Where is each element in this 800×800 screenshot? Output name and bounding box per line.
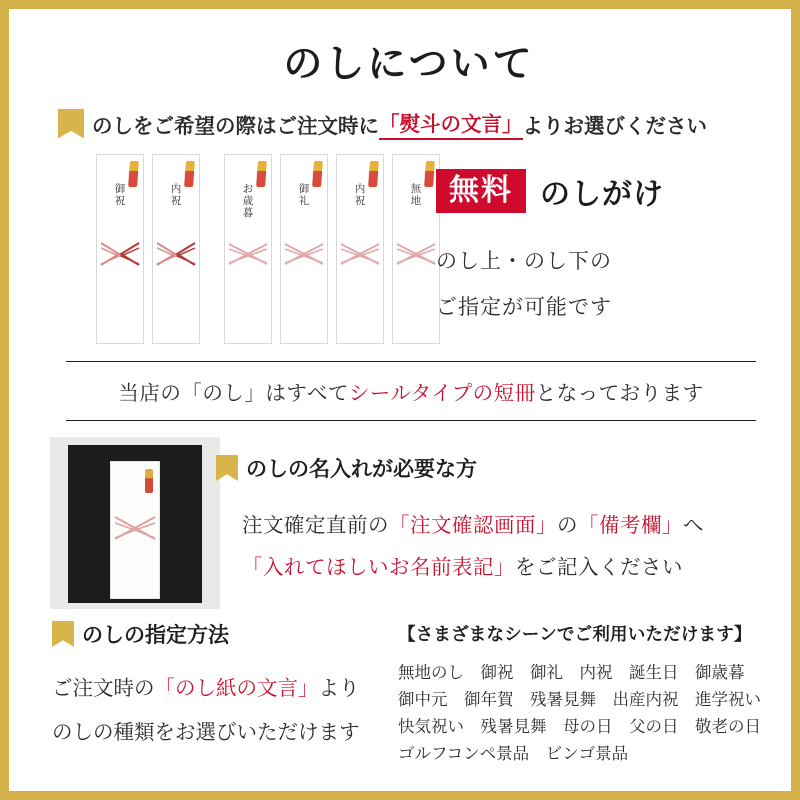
noshi-sample bbox=[280, 154, 328, 344]
howto-heading: のしの指定方法 bbox=[82, 624, 229, 647]
name-entry-body bbox=[242, 505, 756, 589]
howto-line1 bbox=[52, 667, 412, 711]
name-entry-line1 bbox=[242, 505, 756, 547]
flag-bullet-icon bbox=[216, 455, 238, 481]
name-entry-line2-after: をご記入ください bbox=[515, 556, 683, 579]
noshi-sample bbox=[224, 154, 272, 344]
scenes-heading: 【さまざまなシーンでご利用いただけます】 bbox=[398, 624, 752, 644]
free-description-line2: ご指定が可能です bbox=[436, 296, 612, 319]
noshi-photo bbox=[50, 437, 220, 609]
noshi-sample-label: お 歳 暮 bbox=[242, 183, 254, 219]
mizuhiki-bow-icon bbox=[227, 239, 269, 269]
howto-heading-row bbox=[52, 619, 412, 649]
noshi-sample bbox=[392, 154, 440, 344]
seal-type-band bbox=[66, 361, 756, 421]
noshi-sample-label: 内 祝 bbox=[170, 183, 182, 207]
flag-bullet-icon bbox=[52, 621, 74, 647]
lead-text-highlight: 「熨斗の文言」 bbox=[379, 107, 523, 140]
mizuhiki-bow-icon bbox=[395, 239, 437, 269]
free-description-line1: のし上・のし下の bbox=[436, 250, 612, 273]
noshi-sample bbox=[96, 154, 144, 344]
flag-bullet-icon bbox=[58, 109, 84, 139]
noshi-sample bbox=[336, 154, 384, 344]
howto-line1-red: 「のし紙の文言」 bbox=[154, 677, 319, 700]
name-entry-heading: のしの名入れが必要な方 bbox=[246, 458, 477, 481]
free-noshigake-row bbox=[436, 169, 664, 213]
noshi-ornament-icon bbox=[145, 469, 153, 493]
name-entry-line1-red2: 「備考欄」 bbox=[578, 514, 683, 537]
howto-body bbox=[52, 667, 412, 755]
seal-type-after: となっております bbox=[535, 382, 704, 405]
noshi-sample-group bbox=[96, 154, 448, 344]
noshi-photo-background bbox=[68, 445, 202, 603]
howto-section bbox=[52, 619, 412, 755]
name-entry-line2-red: 「入れてほしいお名前表記」 bbox=[242, 556, 515, 579]
free-noshigake-block bbox=[436, 169, 664, 331]
page-title: のしについて bbox=[283, 43, 535, 86]
scenes-row: 無地のし 御祝 御礼 内祝 誕生日 御歳暮 bbox=[398, 664, 745, 682]
scenes-section bbox=[398, 621, 778, 768]
noshi-photo-strip bbox=[110, 461, 160, 599]
name-entry-line2 bbox=[242, 547, 756, 589]
seal-type-highlight: シールタイプの短冊 bbox=[348, 382, 536, 405]
noshi-sample-label: 御 祝 bbox=[114, 183, 126, 207]
howto-line1-before: ご注文時の bbox=[52, 677, 155, 700]
name-entry-line1-mid: の bbox=[557, 514, 578, 537]
scenes-row: ゴルフコンペ景品 ビンゴ景品 bbox=[398, 745, 629, 763]
mizuhiki-bow-icon bbox=[99, 239, 141, 269]
name-entry-line1-after: へ bbox=[683, 514, 704, 537]
seal-type-text bbox=[118, 376, 703, 406]
howto-line2: のしの種類をお選びいただけます bbox=[52, 721, 360, 744]
scenes-row: 快気祝い 残暑見舞 母の日 父の日 敬老の日 bbox=[398, 718, 761, 736]
lead-line bbox=[58, 107, 800, 140]
lead-text-before: のしをご希望の際はご注文時に bbox=[92, 114, 379, 138]
page-inner bbox=[18, 9, 800, 791]
name-entry-heading-row bbox=[216, 453, 756, 483]
name-entry-line1-before: 注文確定直前の bbox=[242, 514, 389, 537]
lead-text-after: よりお選びください bbox=[522, 114, 707, 138]
scenes-row: 御中元 御年賀 残暑見舞 出産内祝 進学祝い bbox=[398, 691, 761, 709]
howto-line1-after: より bbox=[318, 677, 360, 700]
mizuhiki-bow-icon bbox=[283, 239, 325, 269]
noshi-sample bbox=[152, 154, 200, 344]
scenes-list bbox=[398, 660, 778, 768]
free-badge: 無料 bbox=[436, 169, 526, 213]
mizuhiki-bow-icon bbox=[339, 239, 381, 269]
seal-type-before: 当店の「のし」はすべて bbox=[118, 382, 349, 405]
name-entry-line1-red1: 「注文確認画面」 bbox=[389, 514, 557, 537]
mizuhiki-bow-icon bbox=[155, 239, 197, 269]
name-entry-section bbox=[216, 453, 756, 589]
noshi-sample-label: 御 礼 bbox=[298, 183, 310, 207]
noshi-sample-label: 無 地 bbox=[410, 183, 422, 207]
free-description bbox=[436, 239, 664, 331]
noshi-sample-label: 内 祝 bbox=[354, 183, 366, 207]
noshigake-heading: のしがけ bbox=[540, 178, 664, 211]
mizuhiki-bow-icon bbox=[113, 512, 157, 544]
